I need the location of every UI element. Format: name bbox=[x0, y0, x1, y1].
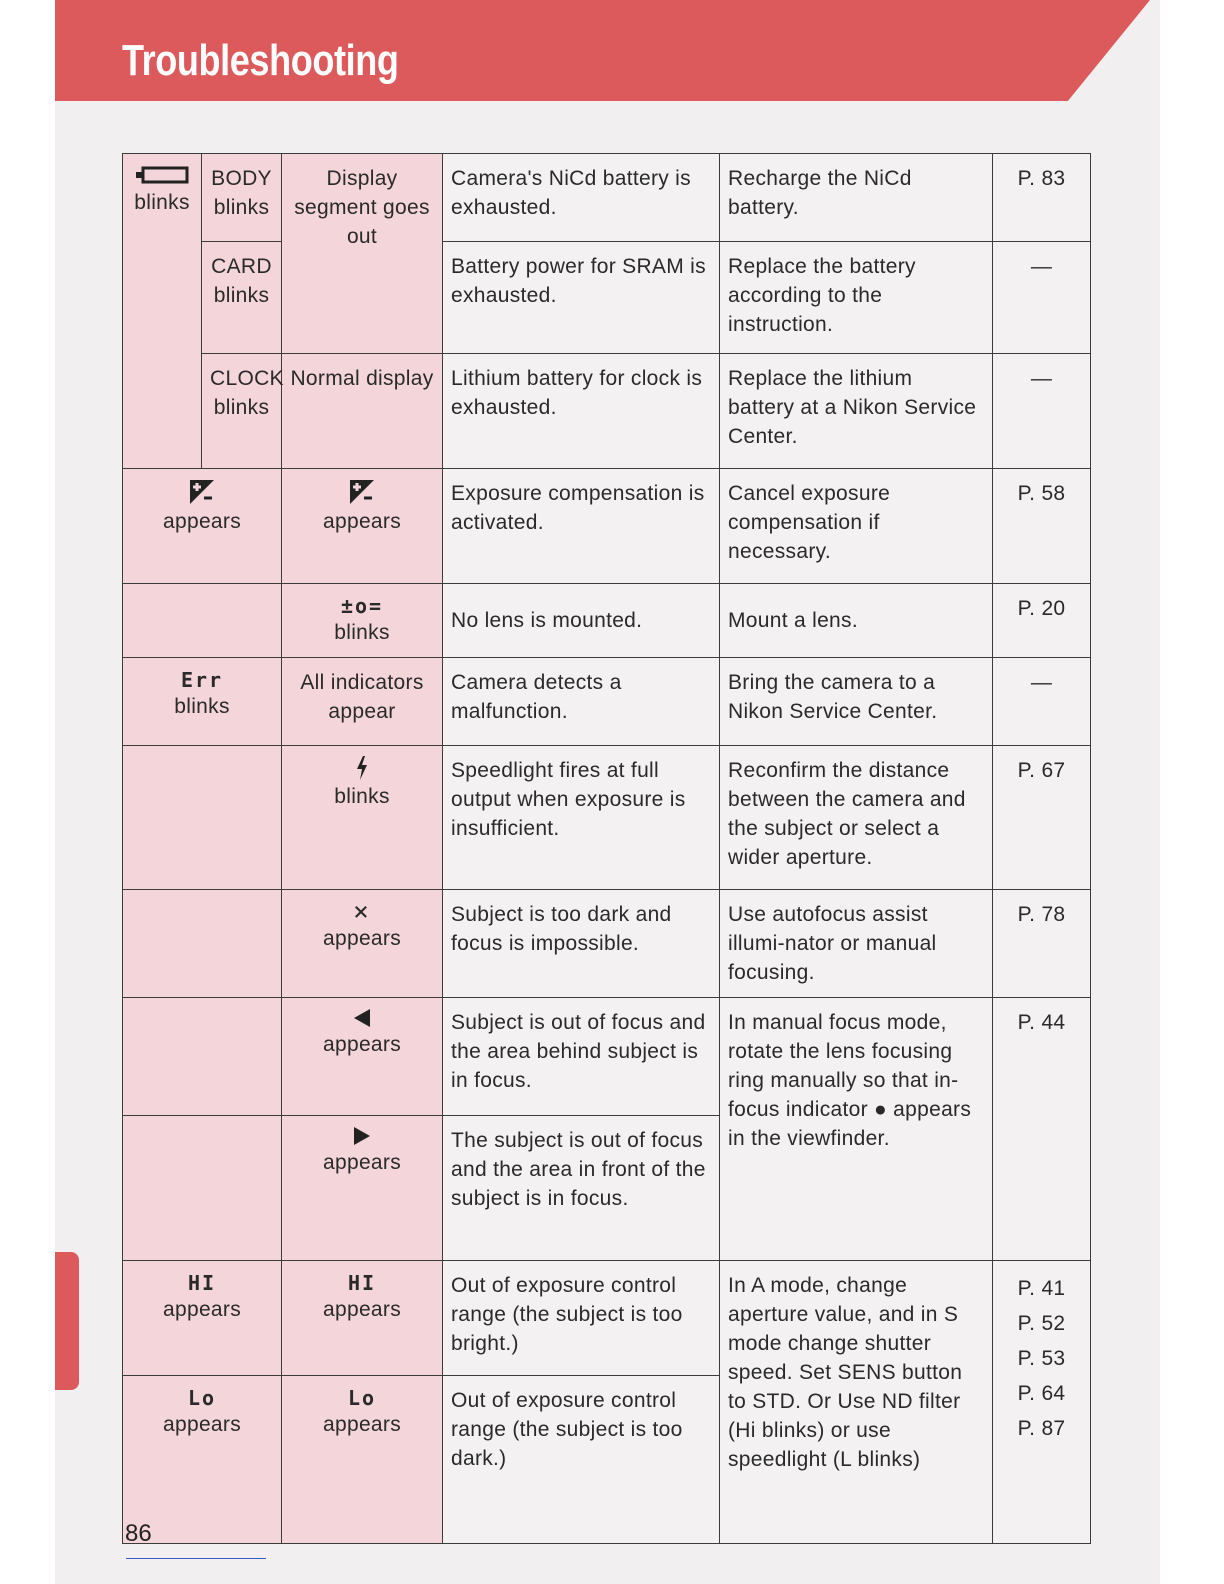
cause-cell bbox=[443, 242, 720, 354]
remedy-text: Cancel exposure compensation if necessary. bbox=[728, 482, 891, 563]
display-label: blinks bbox=[334, 785, 390, 808]
battery-icon bbox=[133, 164, 191, 186]
indicator-cell bbox=[123, 1261, 282, 1376]
indicator-label: appears bbox=[163, 510, 241, 533]
indicator-cell bbox=[123, 584, 282, 658]
cause-cell bbox=[443, 998, 720, 1116]
display-label: appears bbox=[323, 1033, 401, 1056]
remedy-text: Replace the lithium battery at a Nikon Service Center. bbox=[728, 367, 977, 448]
cause-text: Speedlight fires at full output when exposure is insufficient. bbox=[451, 759, 686, 840]
cause-text: Out of exposure control range (the subject is too dark.) bbox=[451, 1389, 683, 1470]
remedy-cell bbox=[720, 658, 993, 746]
exposure-compensation-icon bbox=[189, 479, 215, 505]
cross-icon: × bbox=[353, 897, 371, 927]
display-cell bbox=[282, 746, 443, 890]
display-cell bbox=[282, 1116, 443, 1261]
card-blinks-label: CARD blinks bbox=[211, 255, 272, 307]
table-row bbox=[123, 242, 1091, 354]
indicator-cell bbox=[123, 469, 282, 584]
indicator-cell bbox=[123, 1116, 282, 1261]
page-ref-cell bbox=[993, 469, 1091, 584]
cause-text: Lithium battery for clock is exhausted. bbox=[451, 367, 703, 419]
page-ref-cell bbox=[993, 658, 1091, 746]
remedy-text: Mount a lens. bbox=[728, 609, 858, 632]
cause-text: Camera's NiCd battery is exhausted. bbox=[451, 167, 691, 219]
table-row bbox=[123, 354, 1091, 469]
display-cell bbox=[282, 354, 443, 469]
display-label: appears bbox=[323, 927, 401, 950]
display-label: appears bbox=[323, 1298, 401, 1321]
cause-text: Out of exposure control range (the subject is too bright.) bbox=[451, 1274, 683, 1355]
page-ref: P. 20 bbox=[1017, 597, 1066, 620]
indicator-label: appears bbox=[163, 1413, 241, 1436]
table-row bbox=[123, 1261, 1091, 1376]
cause-cell bbox=[443, 890, 720, 998]
remedy-text: Bring the camera to a Nikon Service Center. bbox=[728, 671, 938, 723]
normal-display-label: Normal display bbox=[290, 367, 434, 390]
remedy-text: In A mode, change aperture value, and in S mode change shutter speed. Set SENS button to STD. Or Use ND filter (Hi blinks) or use speedlight (L blinks) bbox=[728, 1274, 963, 1471]
page-number: 86 bbox=[125, 1520, 152, 1547]
body-blinks-cell bbox=[202, 154, 282, 242]
indicator-cell bbox=[123, 890, 282, 998]
remedy-cell bbox=[720, 746, 993, 890]
indicator-cell bbox=[123, 658, 282, 746]
hi-glyph: HI bbox=[187, 1271, 217, 1295]
indicator-cell bbox=[123, 746, 282, 890]
cause-cell bbox=[443, 658, 720, 746]
remedy-cell bbox=[720, 469, 993, 584]
display-cell bbox=[282, 890, 443, 998]
display-cell bbox=[282, 998, 443, 1116]
cause-text: Exposure compensation is activated. bbox=[451, 482, 705, 534]
page-ref: P. 64 bbox=[1017, 1382, 1066, 1405]
page-ref-cell bbox=[993, 1261, 1091, 1544]
table-row bbox=[123, 584, 1091, 658]
battery-indicator-cell bbox=[123, 154, 202, 469]
cause-cell bbox=[443, 1116, 720, 1261]
remedy-cell bbox=[720, 1261, 993, 1544]
indicator-label: appears bbox=[163, 1298, 241, 1321]
arrow-right-icon bbox=[352, 1126, 372, 1146]
table-row bbox=[123, 469, 1091, 584]
page-ref: — bbox=[1030, 671, 1053, 694]
remedy-cell bbox=[720, 998, 993, 1261]
display-cell bbox=[282, 1261, 443, 1376]
display-cell bbox=[282, 154, 443, 354]
card-blinks-cell bbox=[202, 242, 282, 354]
page-ref-cell bbox=[993, 998, 1091, 1261]
indicator-cell bbox=[123, 1376, 282, 1544]
remedy-cell bbox=[720, 890, 993, 998]
remedy-cell bbox=[720, 242, 993, 354]
display-label: appears bbox=[323, 1151, 401, 1174]
lo-glyph: Lo bbox=[187, 1386, 217, 1410]
remedy-text: Reconfirm the distance between the camera and the subject or select a wider aperture. bbox=[728, 759, 966, 869]
cause-cell bbox=[443, 1261, 720, 1376]
remedy-cell bbox=[720, 354, 993, 469]
display-label: appears bbox=[323, 1413, 401, 1436]
remedy-cell bbox=[720, 584, 993, 658]
battery-indicator-label: blinks bbox=[134, 191, 190, 214]
remedy-cell bbox=[720, 154, 993, 242]
table-row bbox=[123, 154, 1091, 242]
footer-rule bbox=[126, 1558, 266, 1559]
clock-blinks-cell bbox=[202, 354, 282, 469]
page-ref-cell bbox=[993, 354, 1091, 469]
display-cell bbox=[282, 469, 443, 584]
flash-icon bbox=[355, 756, 369, 780]
display-label: All indicators appear bbox=[300, 671, 424, 723]
page-ref: P. 83 bbox=[1017, 167, 1066, 190]
display-cell bbox=[282, 658, 443, 746]
cause-text: The subject is out of focus and the area in front of the subject is in focus. bbox=[451, 1129, 706, 1210]
cause-text: Subject is out of focus and the area behind subject is in focus. bbox=[451, 1011, 706, 1092]
table-row bbox=[123, 998, 1091, 1116]
display-label: appears bbox=[323, 510, 401, 533]
page-title: Troubleshooting bbox=[122, 36, 399, 85]
analog-display-glyph: ±o= bbox=[340, 594, 384, 618]
page-ref-cell bbox=[993, 746, 1091, 890]
page-ref: P. 41 bbox=[1017, 1277, 1066, 1300]
section-tab bbox=[55, 1252, 79, 1390]
page-ref: P. 53 bbox=[1017, 1347, 1066, 1370]
table-row bbox=[123, 746, 1091, 890]
cause-cell bbox=[443, 1376, 720, 1544]
cause-text: Subject is too dark and focus is impossible. bbox=[451, 903, 672, 955]
cause-cell bbox=[443, 354, 720, 469]
remedy-text: Use autofocus assist illumi-nator or manual focusing. bbox=[728, 903, 937, 984]
cause-cell bbox=[443, 469, 720, 584]
hi-glyph: HI bbox=[347, 1271, 377, 1295]
remedy-text: In manual focus mode, rotate the lens focusing ring manually so that in-focus indicator ● appears in the viewfinder. bbox=[728, 1011, 972, 1150]
remedy-text: Replace the battery according to the instruction. bbox=[728, 255, 916, 336]
indicator-cell bbox=[123, 998, 282, 1116]
cause-text: Battery power for SRAM is exhausted. bbox=[451, 255, 706, 307]
table-row bbox=[123, 658, 1091, 746]
cause-cell bbox=[443, 584, 720, 658]
page-ref: P. 52 bbox=[1017, 1312, 1066, 1335]
page-ref: P. 44 bbox=[1017, 1011, 1066, 1034]
display-cell bbox=[282, 1376, 443, 1544]
page-ref: P. 67 bbox=[1017, 759, 1066, 782]
err-glyph: Err bbox=[180, 668, 224, 692]
page-ref: — bbox=[1030, 367, 1053, 390]
cause-cell bbox=[443, 154, 720, 242]
lo-glyph: Lo bbox=[347, 1386, 377, 1410]
cause-cell bbox=[443, 746, 720, 890]
body-blinks-label: BODY blinks bbox=[211, 167, 272, 219]
page-ref-cell bbox=[993, 242, 1091, 354]
indicator-label: blinks bbox=[174, 695, 230, 718]
page-ref: — bbox=[1030, 255, 1053, 278]
cause-text: Camera detects a malfunction. bbox=[451, 671, 622, 723]
display-label: blinks bbox=[334, 621, 390, 644]
table-row bbox=[123, 890, 1091, 998]
troubleshooting-table bbox=[122, 153, 1091, 1544]
arrow-left-icon bbox=[352, 1008, 372, 1028]
page-ref-cell bbox=[993, 154, 1091, 242]
display-cell bbox=[282, 584, 443, 658]
page-ref: P. 78 bbox=[1017, 903, 1066, 926]
cause-text: No lens is mounted. bbox=[451, 609, 643, 632]
page-ref: P. 58 bbox=[1017, 482, 1066, 505]
remedy-text: Recharge the NiCd battery. bbox=[728, 167, 912, 219]
page-ref-cell bbox=[993, 890, 1091, 998]
display-segment-label: Display segment goes out bbox=[294, 167, 430, 248]
page-ref: P. 87 bbox=[1017, 1417, 1066, 1440]
exposure-compensation-icon bbox=[349, 479, 375, 505]
clock-blinks-label: CLOCK blinks bbox=[210, 367, 284, 419]
page-ref-cell bbox=[993, 584, 1091, 658]
